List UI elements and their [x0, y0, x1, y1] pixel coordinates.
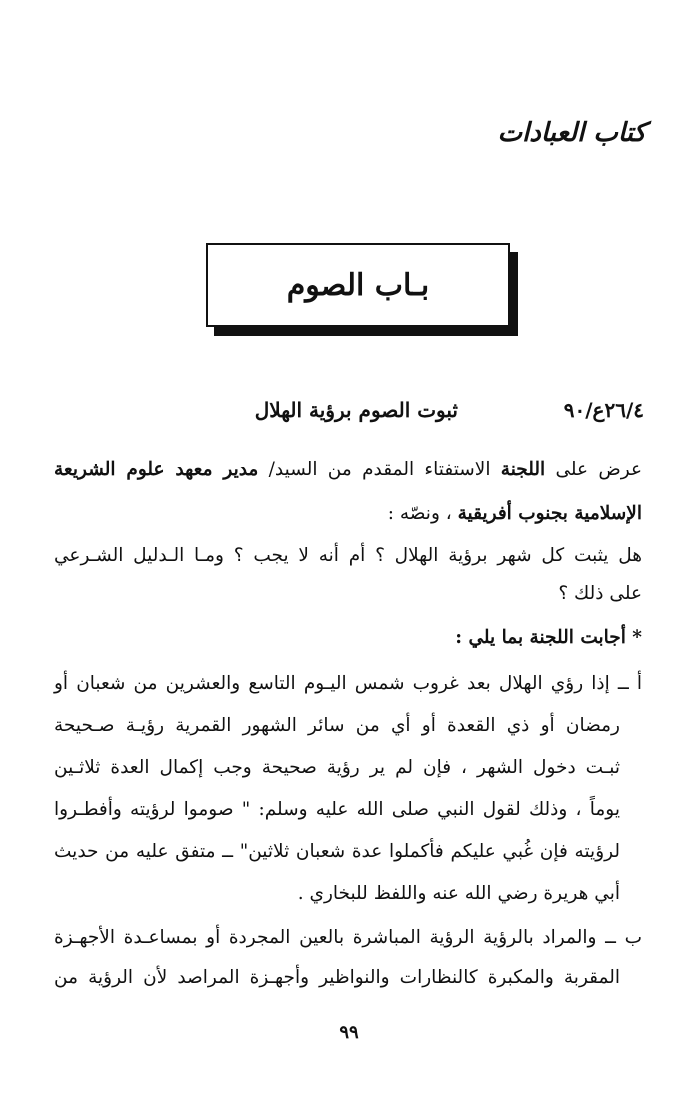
answer-heading: * أجابت اللجنة بما يلي : — [455, 627, 642, 648]
intro-text: عرض على — [545, 459, 642, 480]
answer-line: ب ــ والمراد بالرؤية الرؤية المباشرة بالعين المجردة أو بمساعـدة الأجهـزة — [54, 927, 642, 948]
answer-line: يوماً ، وذلك لقول النبي صلى الله عليه وسلم: " صوموا لرؤيته وأفطـروا — [54, 799, 620, 820]
answer-line: أبي هريرة رضي الله عنه واللفظ للبخاري . — [297, 883, 620, 904]
ruling-title: ثبوت الصوم برؤية الهلال — [254, 398, 458, 422]
answer-line: رمضان أو ذي القعدة أو أي من سائر الشهور القمرية رؤيـة صـحيحة — [54, 715, 620, 736]
answer-line: لرؤيته فإن غُبي عليكم فأكملوا عدة شعبان ثلاثين" ــ متفق عليه من حديث — [54, 841, 620, 862]
intro-text: ، ونصّه : — [387, 503, 458, 524]
page-number: ٩٩ — [339, 1022, 359, 1043]
answer-line: أ ــ إذا رؤي الهلال بعد غروب شمس اليـوم التاسع والعشرين من شعبان أو — [54, 673, 642, 694]
book-title: كتاب العبادات — [497, 118, 646, 148]
answer-line: ثبـت دخول الشهر ، فإن لم ير رؤية صحيحة وجب إكمال العدة ثلاثـين — [54, 757, 620, 778]
intro-text: الاستفتاء المقدم من السيد/ — [258, 459, 501, 480]
chapter-title: بـاب الصوم — [286, 267, 430, 303]
intro-line-1 — [54, 456, 642, 484]
committee-name: اللجنة — [500, 459, 546, 480]
institute-name: الإسلامية بجنوب أفريقية — [457, 503, 642, 524]
chapter-title-box — [206, 243, 510, 327]
director-title: مدير معهد علوم الشريعة — [54, 459, 259, 480]
question-line-2: على ذلك ؟ — [558, 583, 642, 604]
question-line-1: هل يثبت كل شهر برؤية الهلال ؟ أم أنه لا يجب ؟ ومـا الـدليل الشـرعي — [54, 545, 642, 566]
intro-line-2 — [54, 500, 642, 528]
ruling-number: ٢٦/٤ع/٩٠ — [563, 398, 644, 422]
answer-line: المقربة والمكبرة كالنظارات والنواظير وأجهـزة المراصد لأن الرؤية من — [54, 967, 620, 988]
